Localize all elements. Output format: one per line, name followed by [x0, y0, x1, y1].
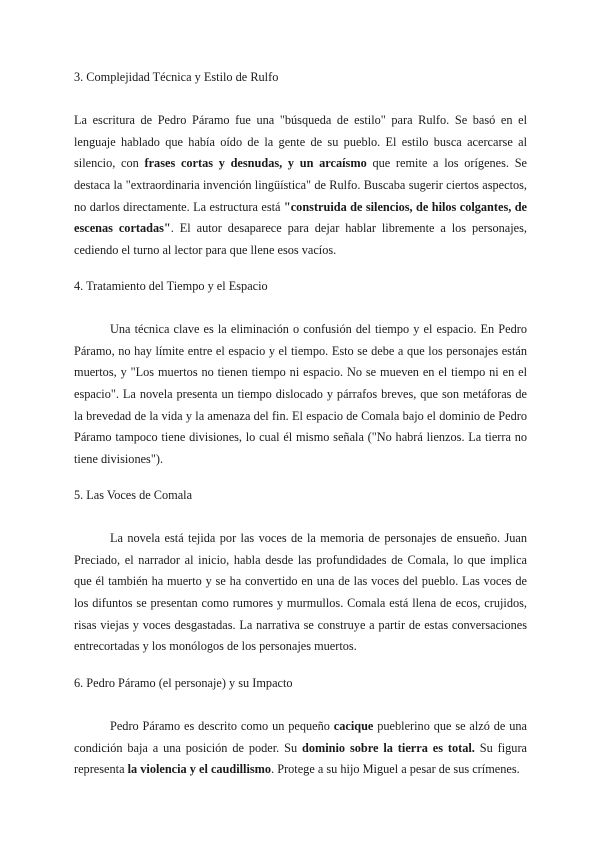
section-heading: 3. Complejidad Técnica y Estilo de Rulfo: [74, 70, 279, 84]
text-run: que remite a los orígenes. Se destaca la "extraordinaria invención lingüística" de Rulfo. Buscaba sugerir ciertos aspectos, no darlos directamente. La estructura está: [74, 156, 527, 214]
section-4: [74, 276, 527, 470]
section-paragraph: [74, 110, 527, 261]
text-run: Pedro Páramo es descrito como un pequeño: [110, 719, 334, 734]
bold-text-run: "construida de silencios, de hilos colgantes, de escenas cortadas": [74, 199, 528, 236]
bold-text-run: dominio sobre la tierra es total.: [302, 740, 475, 755]
section-5: [74, 485, 527, 658]
text-run: La novela está tejida por las voces de la memoria de personajes de ensueño. Juan Preciado, el narrador al inicio, habla desde las profundidades de Comala, lo que implica que él también ha muerto y se ha convertido en una de las voces del pueblo. Las voces de los difuntos se presentan como rumores y murmullos. Comala está llena de ecos, crujidos, risas viejas y voces desgastadas. La narrativa se construye a partir de estas conversaciones entrecortadas y los monólogos de los personajes muertos.: [74, 531, 527, 654]
text-run: . El autor desaparece para dejar hablar libremente a los personajes, cediendo el turno al lector para que llene esos vacíos.: [74, 221, 527, 257]
section-heading: 6. Pedro Páramo (el personaje) y su Impacto: [74, 676, 293, 690]
section-heading: 4. Tratamiento del Tiempo y el Espacio: [74, 279, 268, 293]
bold-text-run: cacique: [333, 719, 374, 734]
section-6: [74, 673, 527, 781]
bold-text-run: frases cortas y desnudas, y un arcaísmo: [144, 156, 367, 171]
section-heading: 5. Las Voces de Comala: [74, 488, 193, 502]
bold-text-run: la violencia y el caudillismo: [127, 762, 272, 777]
text-run: Una técnica clave es la eliminación o confusión del tiempo y el espacio. En Pedro Páramo, no hay límite entre el espacio y el tiempo. Esto se debe a que los personajes están muertos, y "Los muertos no tienen tiempo ni espacio. No se mueven en el tiempo ni en el espacio". La novela presenta un tiempo dislocado y párrafos breves, que son metáforas de la brevedad de la vida y la amenaza del fin. El espacio de Comala bajo el dominio de Pedro Páramo tampoco tiene divisiones, lo cual él mismo señala ("No habrá lienzos. La tierra no tiene divisiones").: [74, 322, 527, 466]
section-paragraph: [74, 528, 527, 658]
section-3: [74, 67, 527, 261]
text-run: pueblerino que se alzó de una condición baja a una posición de poder. Su: [74, 719, 528, 755]
text-run: . Protege a su hijo Miguel a pesar de sus crímenes.: [271, 762, 520, 777]
section-paragraph: [74, 716, 527, 781]
text-run: Su figura representa: [74, 740, 528, 777]
section-paragraph: [74, 319, 527, 470]
text-run: La escritura de Pedro Páramo fue una "búsqueda de estilo" para Rulfo. Se basó en el lenguaje hablado que había oído de la gente de su pueblo. El estilo busca acercarse al silencio, con: [74, 113, 527, 171]
